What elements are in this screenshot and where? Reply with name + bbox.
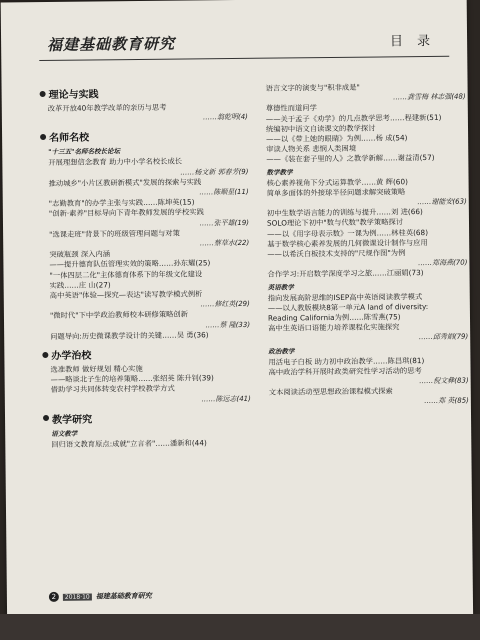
toc-author-page: ……张平雄(19) (199, 218, 250, 228)
section-bullet-icon (40, 90, 46, 96)
footer-journal-name: 福建基础教育研究 (95, 591, 152, 601)
toc-entry-line: 改革开放40年教学改革的亲历与思考 (47, 102, 167, 113)
subsection-heading: 语文教学 (51, 429, 78, 438)
section-heading (40, 84, 248, 101)
toc-entry-line: 尊德性而道问学 (265, 103, 317, 114)
subsection-heading: 政治教学 (268, 347, 295, 356)
toc-entry-line: ——《装在套子里的人》之教学新解……谢益清(57) (266, 153, 435, 165)
section-heading (43, 409, 251, 426)
toc-entry-line: ——关于孟子《劝学》的几点教学思考……程建新(51) (265, 112, 442, 124)
toc-entry-line: 审读人物关系 悲悯人类困境 (266, 143, 357, 154)
toc-entry-line: ——以人教版模块8第一单元A land of diversity: (267, 301, 429, 313)
toc-entry-line: "选课走班"背景下的班级管理问题与对策 (49, 228, 180, 239)
toc-entry-line: 高中生英语口语能力培养课程化实施探究 (268, 322, 400, 333)
toc-entry-line: 合作学习:开启数学深度学习之旅……江丽娟(73) (267, 268, 424, 280)
subsection-heading: "十三五"名师名校长论坛 (48, 147, 121, 157)
toc-author-page: ……蔡草水(22) (199, 238, 250, 248)
toc-entry-line: 文本阅读活动型思想政治课程模式探索 (268, 386, 393, 397)
section-heading-text: 名师名校 (49, 132, 90, 145)
toc-entry-line: 语言文字的演变与"积非成是" (265, 82, 360, 93)
section-bullet-icon (40, 134, 46, 140)
toc-entry-line: 问题导向:历史微课教学设计的关键……吴 勇(36) (50, 330, 209, 341)
section-heading-text: 办学治校 (51, 350, 92, 363)
toc-entry-line: 实践……庄 山(27) (49, 280, 111, 290)
toc-author-page: ……谢能安(63) (417, 197, 467, 207)
toc-entry-line: ——提升德育队伍管理实效的策略……孙东耀(25) (49, 258, 211, 270)
page-number: 2 (49, 592, 59, 602)
subsection-heading: 英语教学 (267, 283, 294, 292)
toc-entry-line: ——略谈北子生的培养策略……张绍英 陈升钊(39) (50, 373, 214, 385)
toc-entry-line: SOLO理论下初中"数与代数"教学策略探讨 (266, 217, 404, 229)
toc-author-page: ……陈远志(41) (201, 394, 251, 404)
toc-entry-line: 基于数学核心素养发展的几何微课设计制作与应用 (267, 237, 428, 249)
section-bullet-icon (42, 352, 48, 358)
toc-author-page: ……陈顺星(11) (199, 187, 249, 197)
toc-entry-line: 推动城乡"小片区教研新模式"发展的探索与实践 (48, 177, 202, 188)
toc-entry-line: 突破瓶颈 深入内涵 (49, 249, 111, 260)
toc-author-page: ……杨文新 郭春芳(9) (180, 167, 249, 177)
toc-entry-line: 指向发展高阶思维的ISEP高中英语阅读教学模式 (267, 291, 423, 303)
toc-entry-line: 初中生数学语言能力的训练与提升……刘 进(66) (266, 207, 423, 218)
toc-entry-line: 借助学习共同体转变农村学校教学方式 (50, 384, 175, 395)
toc-entry-line: "微时代"下中学政治教师校本研修策略创新 (49, 309, 189, 321)
toc-author-page: ……翁乾明(4) (202, 113, 248, 122)
section-bullet-icon (43, 415, 49, 421)
toc-page (1, 0, 474, 640)
toc-author-page: ……邱秀娟(79) (418, 333, 469, 342)
toc-entry-line: Reading California为例……陈雪燕(75) (267, 312, 401, 323)
issue-badge: 2018·10 (64, 593, 90, 601)
toc-author-page: ……郑 英(85) (424, 397, 469, 406)
toc-entry-line: 回归语文教育原点:成就"立言者"……潘新和(44) (51, 438, 207, 449)
toc-author-page: ……倪文彝(83) (419, 376, 469, 386)
page-header (39, 26, 449, 61)
subsection-heading: 数学教学 (266, 168, 293, 177)
toc-author-page: ……龚雪梅 林志强(48) (393, 92, 466, 102)
toc-entry-line: 高中政治学科开展时政类研究性学习活动的思考 (268, 365, 422, 377)
toc-label: 目 录 (389, 33, 436, 50)
toc-author-page: ……修红英(29) (200, 300, 250, 309)
toc-entry-line: 统编初中语文自读课文的教学探讨 (265, 123, 376, 134)
toc-entry-line: ——以希沃白板技术支持的"尺规作图"为例 (267, 248, 406, 259)
toc-entry-line: "创新·素养"目标导向下青年教师发展的学校实践 (48, 207, 204, 219)
toc-entry-line: 选准教师 做好规划 精心实施 (50, 364, 143, 375)
section-heading-text: 理论与实践 (48, 89, 99, 101)
toc-right-column (258, 82, 469, 409)
toc-entry-line: 高中英语"体验—探究—表达"读写教学模式例析 (49, 289, 203, 301)
toc-entry-line: 用活电子白板 助力初中政治教学……陈昌琪(81) (268, 355, 425, 367)
page-footer (49, 591, 152, 602)
toc-author-page: ……郑海燕(70) (418, 258, 468, 268)
toc-entry-line: "志勤教育"的办学主张与实践……陈坤英(15) (48, 197, 195, 209)
section-heading-text: 教学研究 (51, 414, 93, 426)
toc-left-column (40, 84, 252, 450)
toc-author-page: ……蔡 隆(33) (205, 320, 251, 329)
section-heading (40, 127, 248, 144)
section-heading (42, 345, 250, 362)
toc-entry-line: 核心素养视角下分式运算教学……黄 辉(60) (266, 176, 408, 188)
desk-surface (0, 614, 480, 640)
toc-entry-line: 开展理想信念教育 助力中小学名校长成长 (48, 156, 183, 168)
toc-entry-line: "一体四层二化"主体德育体系下的年级文化建设 (49, 269, 203, 280)
toc-entry-line: 简单多面体的外接球半径问题求解突破策略 (266, 187, 406, 198)
toc-entry-line: ——以《用字母表示数》一课为例……林桂英(68) (267, 227, 429, 239)
toc-entry-line: ——以《带上她的眼睛》为例……杨 成(54) (266, 133, 408, 144)
journal-title: 福建基础教育研究 (47, 34, 176, 54)
